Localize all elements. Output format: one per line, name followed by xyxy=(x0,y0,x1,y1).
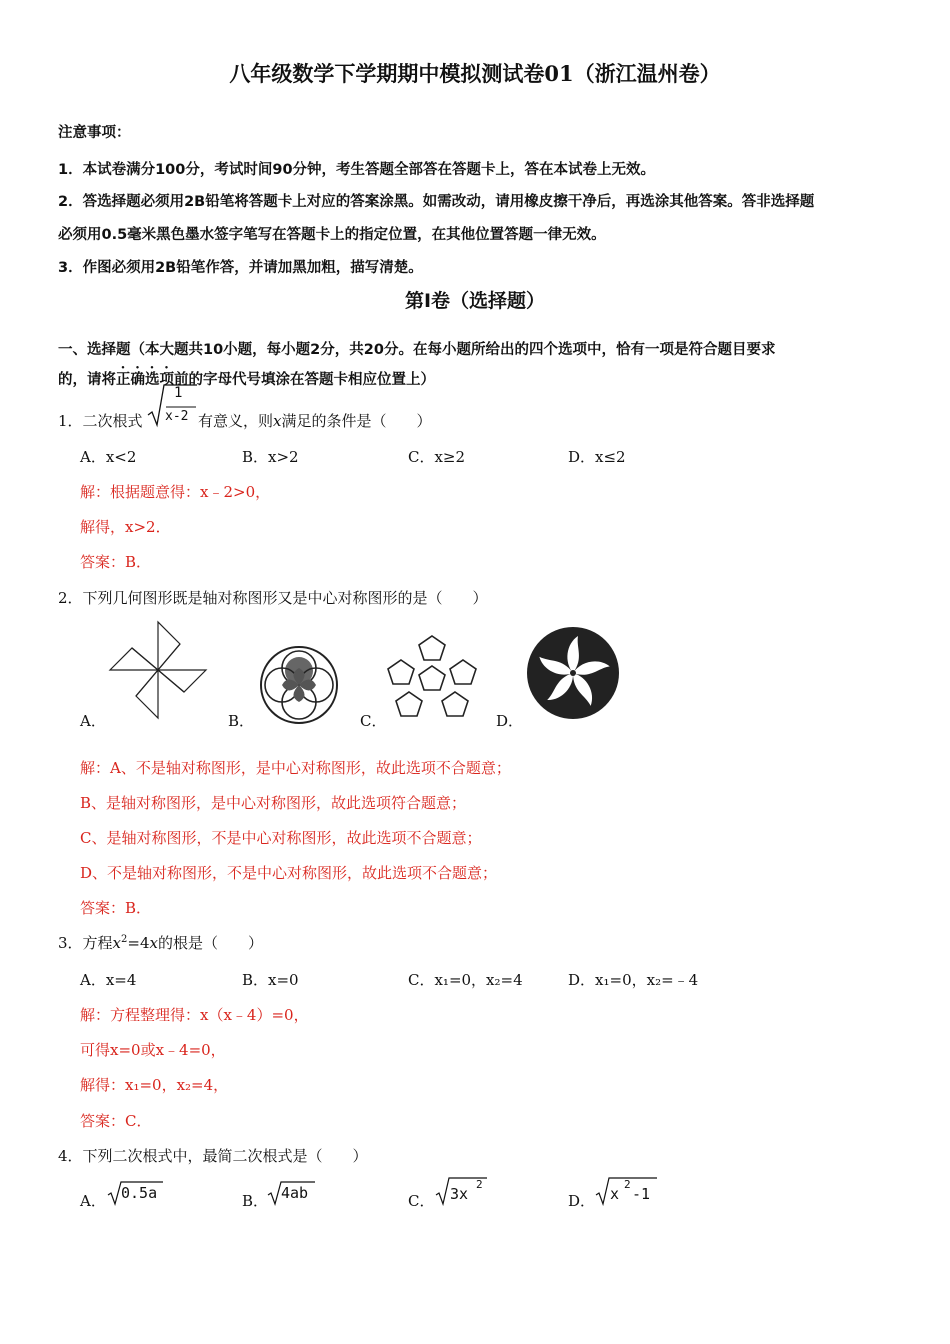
q4-stem: 4．下列二次根式中，最简二次根式是（ ） xyxy=(58,1147,368,1165)
notice-heading: 注意事项： xyxy=(58,125,131,141)
q4-radicand-a: 0.5a xyxy=(121,1184,158,1202)
q4-radicand-d-tail: -1 xyxy=(632,1185,651,1203)
pentagons-figure-icon xyxy=(386,634,478,726)
q2-label-a: A． xyxy=(80,712,106,730)
bauhinia-figure-icon xyxy=(526,626,620,720)
part1-emphasis: 正确选项 xyxy=(116,372,174,388)
q1-fraction-numerator: 1 xyxy=(174,385,183,401)
part1-line2-c: 前的字母代号填涂在答题卡相应位置上） xyxy=(174,372,435,388)
part1-line1: 一、选择题（本大题共10小题，每小题2分，共20分。在每小题所给出的四个选项中，恰有一项是符合题目要求 xyxy=(58,342,776,358)
q3-option-b: B．x=0 xyxy=(242,971,299,989)
q3-solution-1: 解：方程整理得：x（x﹣4）=0， xyxy=(80,1006,309,1024)
q1-fraction-denominator: x-2 xyxy=(165,409,189,424)
q1-stem-tail xyxy=(198,410,432,431)
q4-superscript-d: 2 xyxy=(624,1178,631,1191)
q1-stem-tail-b: 满足的条件是（ ） xyxy=(281,412,432,430)
q1-stem-lead: 1．二次根式 xyxy=(58,412,143,430)
q3-option-c: C．x₁=0，x₂=4 xyxy=(408,971,523,989)
q3-stem-b: =4 xyxy=(127,934,150,952)
q2-answer: 答案：B． xyxy=(80,899,152,917)
q2-solution-3: C、是轴对称图形，不是中心对称图形，故此选项不合题意； xyxy=(80,829,482,847)
page-title: 八年级数学下学期期中模拟测试卷01（浙江温州卷） xyxy=(229,61,721,86)
q3-var-x2: x xyxy=(149,934,158,952)
q1-stem-tail-a: 有意义，则 xyxy=(198,412,274,430)
q2-solution-2: B、是轴对称图形，是中心对称图形，故此选项符合题意； xyxy=(80,794,467,812)
q1-option-c: C．x≥2 xyxy=(408,448,466,466)
q3-var-x: x xyxy=(112,934,122,952)
q3-option-a: A．x=4 xyxy=(80,971,137,989)
q3-answer: 答案：C． xyxy=(80,1112,152,1130)
q4-superscript-c: 2 xyxy=(476,1178,483,1191)
part1-line2-a: 的，请将 xyxy=(58,372,116,388)
q3-option-d: D．x₁=0，x₂=﹣4 xyxy=(568,971,699,989)
q4-label-a: A． xyxy=(80,1192,106,1210)
notice-item-2: 2．答选择题必须用2B铅笔将答题卡上对应的答案涂黑。如需改动，请用橡皮擦干净后，再选涂其他答案。答非选择题 xyxy=(58,194,815,210)
notice-item-3: 3．作图必须用2B铅笔作答，并请加黑加粗，描写清楚。 xyxy=(58,260,423,276)
q1-solution-2: 解得，x>2． xyxy=(80,518,171,536)
q4-label-d: D． xyxy=(568,1192,596,1210)
q4-label-c: C． xyxy=(408,1192,435,1210)
q3-stem-a: 3．方程 xyxy=(58,934,113,952)
q3-solution-2: 可得x=0或x﹣4=0， xyxy=(80,1041,226,1059)
q1-option-b: B．x>2 xyxy=(242,448,299,466)
q3-stem xyxy=(58,932,263,953)
q1-option-a: A．x<2 xyxy=(80,448,137,466)
q2-solution-4: D、不是轴对称图形，不是中心对称图形，故此选项不合题意； xyxy=(80,864,498,882)
q4-radicand-d: x xyxy=(610,1185,620,1203)
q1-answer: 答案：B． xyxy=(80,553,152,571)
section-title: 第Ⅰ卷（选择题） xyxy=(404,290,546,312)
q1-var: x xyxy=(273,412,282,430)
q2-solution-1: 解：A、不是轴对称图形，是中心对称图形，故此选项不合题意； xyxy=(80,759,511,777)
q4-label-b: B． xyxy=(242,1192,269,1210)
q3-stem-c: 的根是（ ） xyxy=(157,934,263,952)
q1-option-d: D．x≤2 xyxy=(568,448,626,466)
q2-stem: 2．下列几何图形既是轴对称图形又是中心对称图形的是（ ） xyxy=(58,589,488,607)
q1-solution-1: 解：根据题意得：x﹣2>0， xyxy=(80,483,271,501)
notice-item-2-cont: 必须用0.5毫米黑色墨水签字笔写在答题卡上的指定位置，在其他位置答题一律无效。 xyxy=(58,227,606,243)
q3-solution-3: 解得：x₁=0，x₂=4， xyxy=(80,1076,229,1094)
q2-label-d: D． xyxy=(496,712,524,730)
part1-line2 xyxy=(58,364,435,389)
notice-item-1: 1．本试卷满分100分，考试时间90分钟，考生答题全部答在答题卡上，答在本试卷上无效。 xyxy=(58,162,656,178)
q2-label-c: C． xyxy=(360,712,387,730)
circle-petals-figure-icon xyxy=(258,644,340,726)
q3-superscript: 2 xyxy=(121,934,128,945)
pinwheel-figure-icon xyxy=(108,620,212,722)
q2-label-b: B． xyxy=(228,712,255,730)
q4-radicand-c: 3x xyxy=(450,1185,469,1203)
q4-radicand-b: 4ab xyxy=(281,1184,309,1202)
